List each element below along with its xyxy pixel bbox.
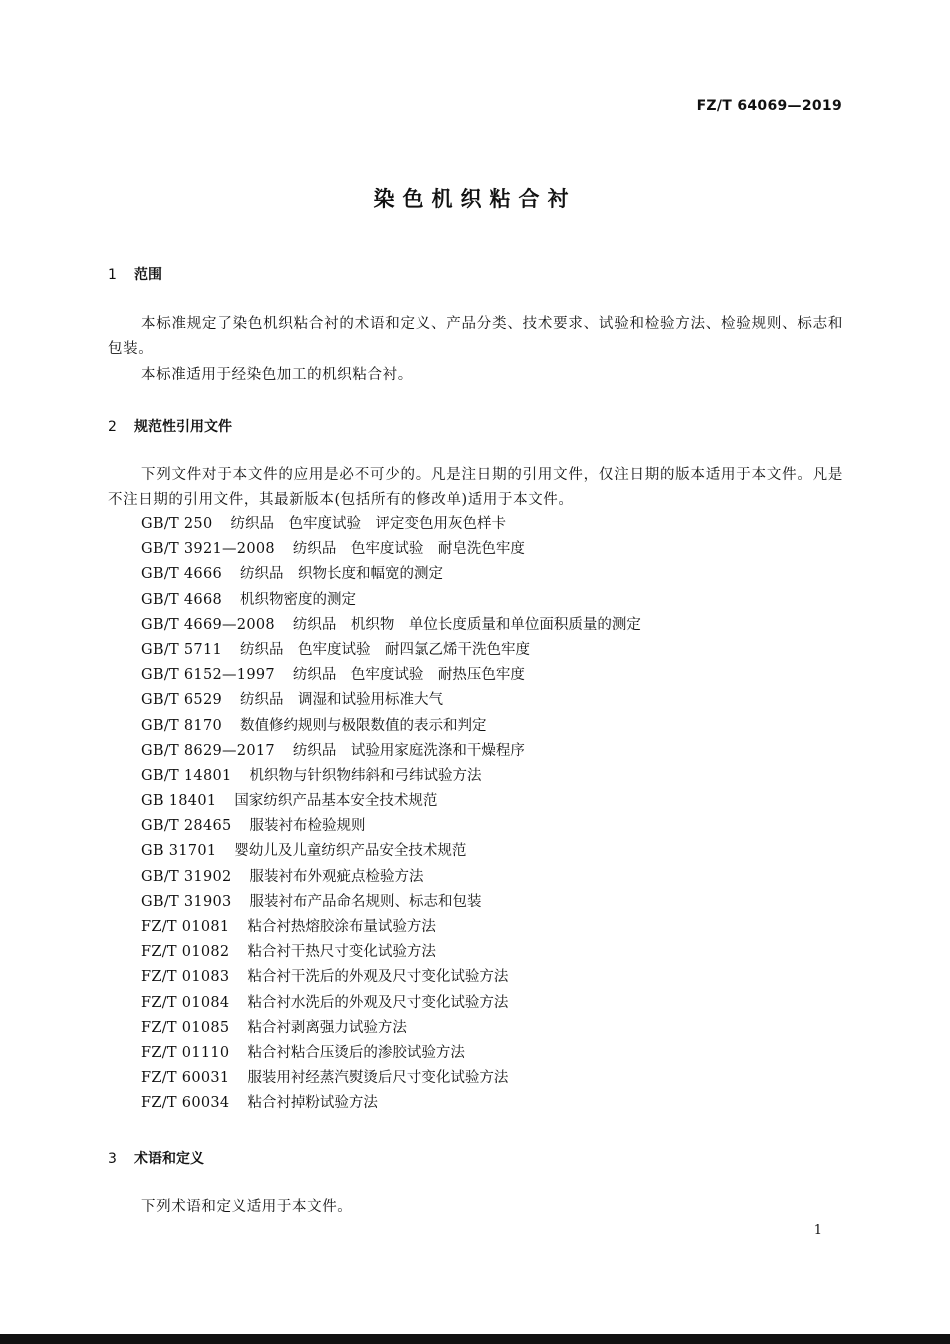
section-title: 范围 bbox=[134, 267, 162, 283]
reference-item bbox=[141, 537, 641, 562]
reference-item bbox=[141, 965, 641, 990]
reference-title: 粘合衬干洗后的外观及尺寸变化试验方法 bbox=[247, 969, 509, 986]
reference-item bbox=[141, 1091, 641, 1116]
section-3-heading bbox=[108, 1148, 204, 1168]
reference-code: GB/T 4668 bbox=[141, 591, 223, 608]
section-title: 术语和定义 bbox=[134, 1151, 204, 1167]
reference-code: GB/T 4669—2008 bbox=[141, 616, 275, 633]
reference-code: GB 31701 bbox=[141, 843, 217, 860]
reference-title: 纺织品 调湿和试验用标准大气 bbox=[240, 692, 444, 709]
normative-references-intro: 下列文件对于本文件的应用是必不可少的。凡是注日期的引用文件，仅注日期的版本适用于本文件。凡是不注日期的引用文件，其最新版本(包括所有的修改单)适用于本文件。 bbox=[108, 467, 843, 508]
terms-intro-paragraph: 下列术语和定义适用于本文件。 bbox=[141, 1199, 353, 1215]
reference-item bbox=[141, 789, 641, 814]
reference-item bbox=[141, 1066, 641, 1091]
reference-code: FZ/T 01081 bbox=[141, 919, 230, 935]
reference-item bbox=[141, 839, 641, 864]
reference-code: GB/T 8629—2017 bbox=[141, 742, 275, 759]
section-number: 1 bbox=[108, 267, 117, 283]
reference-item bbox=[141, 588, 641, 613]
reference-title: 粘合衬水洗后的外观及尺寸变化试验方法 bbox=[247, 994, 509, 1011]
reference-item bbox=[141, 613, 641, 638]
reference-code: GB/T 3921—2008 bbox=[141, 541, 275, 558]
scope-paragraph-1: 本标准规定了染色机织粘合衬的术语和定义、产品分类、技术要求、试验和检验方法、检验规则、标志和包装。 bbox=[108, 316, 843, 357]
reference-title: 服装用衬经蒸汽熨烫后尺寸变化试验方法 bbox=[247, 1070, 509, 1087]
reference-item bbox=[141, 638, 641, 663]
reference-item bbox=[141, 512, 641, 537]
section-1-heading bbox=[108, 264, 162, 284]
reference-code: FZ/T 60031 bbox=[141, 1070, 230, 1087]
reference-title: 数值修约规则与极限数值的表示和判定 bbox=[240, 717, 487, 734]
reference-title: 纺织品 色牢度试验 耐四氯乙烯干洗色牢度 bbox=[240, 641, 531, 658]
reference-code: GB/T 31902 bbox=[141, 868, 232, 885]
reference-item bbox=[141, 714, 641, 739]
section-number: 2 bbox=[108, 419, 117, 435]
reference-code: FZ/T 01083 bbox=[141, 969, 230, 986]
reference-code: FZ/T 01082 bbox=[141, 944, 230, 961]
reference-title: 服装衬布检验规则 bbox=[249, 818, 366, 835]
reference-item bbox=[141, 940, 641, 965]
reference-code: FZ/T 01084 bbox=[141, 994, 230, 1011]
reference-item bbox=[141, 991, 641, 1016]
reference-title: 粘合衬粘合压烫后的渗胶试验方法 bbox=[247, 1044, 465, 1061]
reference-title: 粘合衬剥离强力试验方法 bbox=[247, 1019, 407, 1036]
reference-code: GB 18401 bbox=[141, 793, 217, 810]
reference-title: 纺织品 色牢度试验 耐热压色牢度 bbox=[292, 667, 525, 684]
document-title: 染色机织粘合衬 bbox=[373, 187, 577, 211]
reference-item bbox=[141, 688, 641, 713]
reference-item bbox=[141, 1016, 641, 1041]
reference-title: 婴幼儿及儿童纺织产品安全技术规范 bbox=[234, 843, 467, 860]
reference-title: 粘合衬掉粉试验方法 bbox=[247, 1095, 378, 1112]
reference-code: GB/T 8170 bbox=[141, 717, 223, 734]
reference-title: 纺织品 色牢度试验 评定变色用灰色样卡 bbox=[230, 516, 506, 532]
reference-code: GB/T 28465 bbox=[141, 818, 232, 835]
scope-paragraph-2: 本标准适用于经染色加工的机织粘合衬。 bbox=[141, 367, 413, 383]
reference-item bbox=[141, 562, 641, 587]
reference-code: FZ/T 01110 bbox=[141, 1044, 230, 1061]
reference-code: GB/T 250 bbox=[141, 516, 213, 532]
reference-list bbox=[141, 512, 641, 1117]
reference-code: GB/T 31903 bbox=[141, 893, 232, 910]
reference-item bbox=[141, 739, 641, 764]
section-number: 3 bbox=[108, 1151, 117, 1167]
reference-item bbox=[141, 890, 641, 915]
page-number: 1 bbox=[813, 1223, 822, 1238]
reference-code: GB/T 5711 bbox=[141, 641, 223, 658]
reference-title: 纺织品 机织物 单位长度质量和单位面积质量的测定 bbox=[292, 616, 641, 633]
reference-item bbox=[141, 814, 641, 839]
reference-title: 纺织品 试验用家庭洗涤和干燥程序 bbox=[292, 742, 525, 759]
reference-title: 国家纺织产品基本安全技术规范 bbox=[234, 793, 438, 810]
reference-item bbox=[141, 764, 641, 789]
reference-code: FZ/T 60034 bbox=[141, 1095, 230, 1112]
reference-title: 服装衬布产品命名规则、标志和包装 bbox=[249, 893, 482, 910]
reference-title: 纺织品 织物长度和幅宽的测定 bbox=[240, 566, 444, 583]
reference-code: GB/T 6152—1997 bbox=[141, 667, 275, 684]
reference-title: 机织物密度的测定 bbox=[240, 591, 357, 608]
reference-item bbox=[141, 1041, 641, 1066]
reference-code: GB/T 14801 bbox=[141, 767, 232, 784]
standard-code: FZ/T 64069—2019 bbox=[696, 98, 842, 114]
reference-code: GB/T 6529 bbox=[141, 692, 223, 709]
section-title: 规范性引用文件 bbox=[134, 419, 232, 435]
reference-code: GB/T 4666 bbox=[141, 566, 223, 583]
section-2-heading bbox=[108, 416, 232, 436]
reference-item bbox=[141, 915, 641, 940]
reference-item bbox=[141, 865, 641, 890]
bottom-border bbox=[0, 1334, 950, 1344]
reference-title: 纺织品 色牢度试验 耐皂洗色牢度 bbox=[292, 541, 525, 558]
reference-title: 粘合衬热熔胶涂布量试验方法 bbox=[247, 919, 436, 935]
reference-title: 服装衬布外观疵点检验方法 bbox=[249, 868, 424, 885]
reference-title: 粘合衬干热尺寸变化试验方法 bbox=[247, 944, 436, 961]
reference-code: FZ/T 01085 bbox=[141, 1019, 230, 1036]
reference-item bbox=[141, 663, 641, 688]
reference-title: 机织物与针织物纬斜和弓纬试验方法 bbox=[249, 767, 482, 784]
